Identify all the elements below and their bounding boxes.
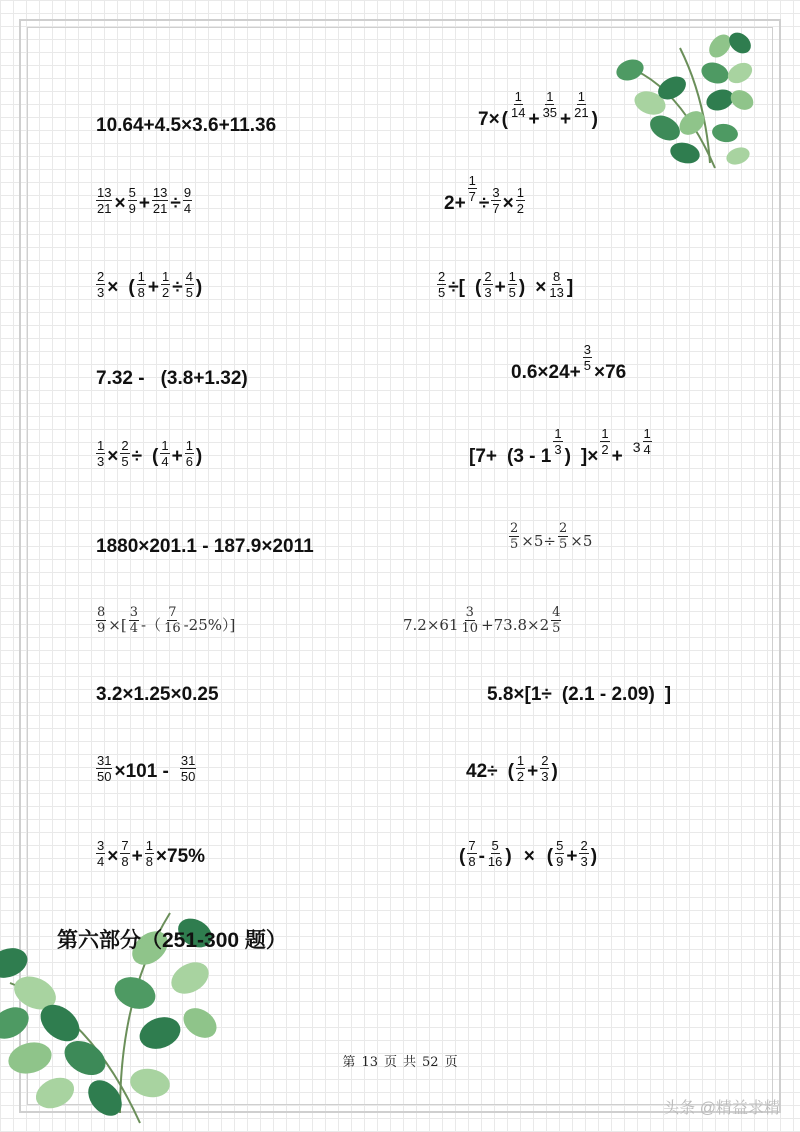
fraction (145, 839, 154, 868)
fraction (600, 427, 609, 456)
denominator: 4 (643, 442, 651, 457)
expr-text: ÷ (170, 193, 181, 214)
problem-2 (477, 89, 599, 130)
numerator: 1 (643, 426, 651, 441)
expr-text: + (566, 846, 578, 867)
numerator: 2 (580, 838, 588, 853)
numerator: 2 (438, 269, 446, 284)
numerator: 31 (97, 753, 112, 768)
denominator: 14 (511, 105, 526, 120)
expr-text: ÷ (131, 446, 143, 467)
problem-9 (95, 437, 203, 469)
expr-text: ) (564, 446, 571, 467)
expr-text: × (523, 846, 535, 867)
expr-text: 1880×201.1 - 187.9×2011 (96, 536, 314, 557)
expr-text: + (147, 277, 160, 298)
expr-text: ( (546, 846, 554, 867)
problem-8 (510, 342, 627, 383)
fraction (96, 606, 106, 635)
problem-17 (95, 752, 197, 784)
expr-text: × (107, 446, 119, 467)
fraction (583, 343, 592, 372)
fraction (96, 270, 105, 299)
footer-total-pages: 52 (422, 1055, 439, 1070)
denominator: 4 (183, 201, 192, 216)
fraction (96, 754, 112, 783)
denominator: 5 (552, 621, 561, 636)
fraction (152, 186, 168, 215)
expr-text: (3 - 1 (507, 446, 552, 467)
denominator: 5 (121, 454, 129, 469)
denominator: 3 (97, 285, 105, 300)
denominator: 21 (152, 201, 168, 216)
denominator: 21 (574, 105, 589, 120)
denominator: 2 (162, 285, 170, 300)
fraction (542, 90, 558, 119)
expr-text: (2.1 - 2.09) (561, 684, 655, 705)
expr-text: + (528, 109, 540, 130)
numerator: 3 (492, 185, 500, 200)
fraction (510, 90, 526, 119)
problem-18 (465, 752, 559, 784)
denominator: 3 (541, 769, 549, 784)
expr-text: ( (507, 761, 514, 782)
expr-text: [7+ (469, 446, 497, 467)
footer-di: 第 (342, 1055, 356, 1070)
problem-11 (95, 537, 315, 556)
numerator: 1 (577, 89, 585, 104)
numerator: 31 (180, 753, 196, 768)
problem-14 (402, 604, 562, 636)
expr-text: 5.8×[1÷ (487, 684, 552, 705)
fraction (483, 270, 492, 299)
denominator: 2 (601, 442, 609, 457)
denominator: 5 (508, 285, 516, 300)
footer-gong: 共 (403, 1055, 417, 1070)
expr-text: ) (195, 277, 203, 298)
denominator: 3 (580, 854, 588, 869)
numerator: 3 (583, 342, 591, 357)
denominator: 16 (487, 854, 503, 869)
numerator: 5 (128, 185, 136, 200)
fraction (180, 754, 196, 783)
expr-text: 3.2×1.25×0.25 (96, 684, 219, 705)
numerator: 1 (516, 185, 524, 200)
expr-text: ×5 (570, 532, 593, 550)
expr-text: ) (195, 446, 203, 467)
numerator: 1 (514, 89, 522, 104)
numerator: 1 (137, 269, 145, 284)
fraction (516, 754, 525, 783)
denominator: 7 (468, 189, 476, 204)
numerator: 1 (97, 438, 105, 453)
denominator: 5 (583, 358, 591, 373)
expr-text: ( (128, 277, 135, 298)
fraction (551, 606, 561, 635)
expr-text: 7.32 - (96, 368, 145, 389)
expr-text: 2+ (444, 193, 466, 214)
denominator: 2 (516, 201, 524, 216)
fraction (183, 186, 192, 215)
fraction (96, 439, 105, 468)
fraction (437, 270, 446, 299)
numerator: 1 (554, 426, 562, 441)
expr-text: ×[ (108, 616, 127, 634)
numerator: 2 (484, 269, 492, 284)
numerator: 2 (558, 521, 568, 536)
fraction (509, 522, 519, 551)
numerator: 1 (516, 753, 525, 768)
denominator: 3 (554, 442, 562, 457)
footer-ye: 页 (383, 1055, 397, 1070)
expr-text: 3 (632, 439, 641, 455)
expr-text: 7× (478, 109, 500, 130)
numerator: 13 (152, 185, 168, 200)
numerator: 1 (162, 269, 170, 284)
expr-text: + (527, 761, 539, 782)
denominator: 50 (97, 769, 112, 784)
numerator: 2 (541, 753, 549, 768)
fraction (491, 186, 500, 215)
page-footer (0, 1051, 800, 1070)
numerator: 2 (121, 438, 129, 453)
fraction (96, 186, 112, 215)
fraction (185, 270, 194, 299)
problem-19 (95, 837, 206, 869)
fraction (516, 186, 525, 215)
expr-text: × (535, 277, 547, 298)
fraction (553, 427, 562, 456)
fraction (96, 839, 105, 868)
fraction (137, 270, 146, 299)
numerator: 5 (556, 838, 564, 853)
numerator: 1 (145, 838, 153, 853)
fraction (540, 754, 549, 783)
problem-10 (468, 426, 653, 467)
expr-text: + (131, 846, 143, 867)
problem-6 (436, 268, 574, 300)
expr-text: + (494, 277, 506, 298)
numerator: 8 (552, 269, 561, 284)
expr-text: ×5÷ (521, 532, 556, 550)
problem-5 (95, 268, 203, 300)
denominator: 4 (97, 854, 105, 869)
denominator: 6 (185, 454, 193, 469)
denominator: 8 (145, 854, 153, 869)
denominator: 8 (468, 854, 476, 869)
expr-text: ) (505, 846, 512, 867)
expr-text: + (138, 193, 150, 214)
expr-text: ) (551, 761, 558, 782)
expr-text: 7.2×61 (403, 616, 459, 634)
numerator: 1 (601, 426, 609, 441)
fraction (579, 839, 588, 868)
fraction (120, 439, 129, 468)
expr-text: ] (566, 277, 574, 298)
expr-text: × (114, 193, 126, 214)
denominator: 50 (180, 769, 196, 784)
expr-text: × (502, 193, 514, 214)
expr-text: 10.64+4.5×3.6+11.36 (96, 115, 277, 136)
numerator: 4 (185, 269, 193, 284)
numerator: 3 (97, 838, 105, 853)
footer-ye2: 页 (444, 1055, 458, 1070)
problem-16 (486, 685, 672, 704)
denominator: 4 (161, 454, 169, 469)
expr-text: -25%）] (183, 616, 236, 634)
fraction (548, 270, 564, 299)
fraction (573, 90, 589, 119)
fraction (160, 439, 169, 468)
numerator: 3 (129, 605, 138, 620)
fraction (120, 839, 129, 868)
footer-page-number: 13 (361, 1055, 378, 1070)
expr-text: + (560, 109, 572, 130)
expr-text: ( (475, 277, 482, 298)
expr-text: ÷ (478, 193, 490, 214)
watermark: 头条 @精益求精 (663, 1100, 780, 1117)
numerator: 4 (552, 605, 561, 620)
numerator: 9 (183, 185, 192, 200)
problem-15 (95, 685, 220, 704)
expr-text: + (171, 446, 183, 467)
numerator: 7 (168, 605, 177, 620)
denominator: 3 (97, 454, 105, 469)
numerator: 2 (510, 521, 519, 536)
fraction (468, 174, 477, 203)
denominator: 8 (137, 285, 145, 300)
fraction (487, 839, 503, 868)
expr-text: -（ (140, 616, 162, 634)
denominator: 8 (121, 854, 129, 869)
expr-text: ×76 (593, 362, 627, 383)
expr-text: ] (664, 684, 672, 705)
expr-text: - (478, 846, 485, 867)
denominator: 5 (510, 537, 519, 552)
denominator: 10 (461, 621, 479, 636)
expr-text: ( (459, 846, 466, 867)
denominator: 9 (556, 854, 564, 869)
numerator: 13 (97, 185, 112, 200)
fraction (558, 522, 568, 551)
denominator: 5 (558, 537, 568, 552)
numerator: 1 (546, 89, 554, 104)
expr-text: ÷[ (448, 277, 465, 298)
expr-text: +73.8×2 (481, 616, 550, 634)
numerator: 1 (508, 269, 516, 284)
expr-text: ( (501, 109, 508, 130)
fraction (467, 839, 476, 868)
expr-text: ÷ (172, 277, 183, 298)
expr-text: 0.6×24+ (511, 362, 581, 383)
expr-text: × (107, 277, 119, 298)
problem-3 (95, 184, 193, 216)
numerator: 2 (97, 269, 105, 284)
expr-text: × (107, 846, 119, 867)
numerator: 5 (491, 838, 499, 853)
numerator: 8 (97, 605, 106, 620)
denominator: 16 (164, 621, 181, 636)
expr-text: ×101 - (114, 761, 169, 782)
fraction (128, 186, 137, 215)
expr-text: 42÷ (466, 761, 498, 782)
numerator: 1 (185, 438, 193, 453)
problem-1 (95, 116, 277, 135)
expr-text: (3.8+1.32) (160, 368, 248, 389)
fraction (508, 270, 517, 299)
problem-7 (95, 369, 249, 388)
fraction (163, 606, 182, 635)
expr-text: ) (590, 846, 598, 867)
expr-text: ) (518, 277, 526, 298)
fraction (185, 439, 194, 468)
denominator: 5 (185, 285, 193, 300)
expr-text: ]× (580, 446, 599, 467)
leaves-decoration-top-right (610, 28, 760, 173)
denominator: 9 (128, 201, 136, 216)
problem-13 (95, 604, 236, 636)
problem-4 (443, 173, 526, 216)
fraction (555, 839, 564, 868)
fraction (129, 606, 139, 635)
denominator: 2 (516, 769, 525, 784)
numerator: 3 (465, 605, 474, 620)
denominator: 13 (549, 285, 564, 300)
expr-text: ( (152, 446, 159, 467)
numerator: 1 (161, 438, 169, 453)
denominator: 7 (492, 201, 500, 216)
problem-12 (508, 520, 593, 552)
denominator: 3 (484, 285, 492, 300)
expr-text: ) (591, 109, 598, 130)
fraction (461, 606, 480, 635)
numerator: 7 (121, 838, 129, 853)
fraction (161, 270, 170, 299)
fraction (643, 427, 652, 456)
denominator: 9 (97, 621, 106, 636)
denominator: 21 (97, 201, 112, 216)
problem-20 (458, 837, 598, 869)
expr-text: ×75% (155, 846, 206, 867)
expr-text: + (611, 446, 623, 467)
denominator: 4 (129, 621, 138, 636)
numerator: 7 (468, 838, 476, 853)
section-title: 第六部分（251-300 题） (57, 929, 287, 952)
denominator: 5 (438, 285, 446, 300)
numerator: 1 (468, 173, 476, 188)
denominator: 35 (542, 105, 558, 120)
